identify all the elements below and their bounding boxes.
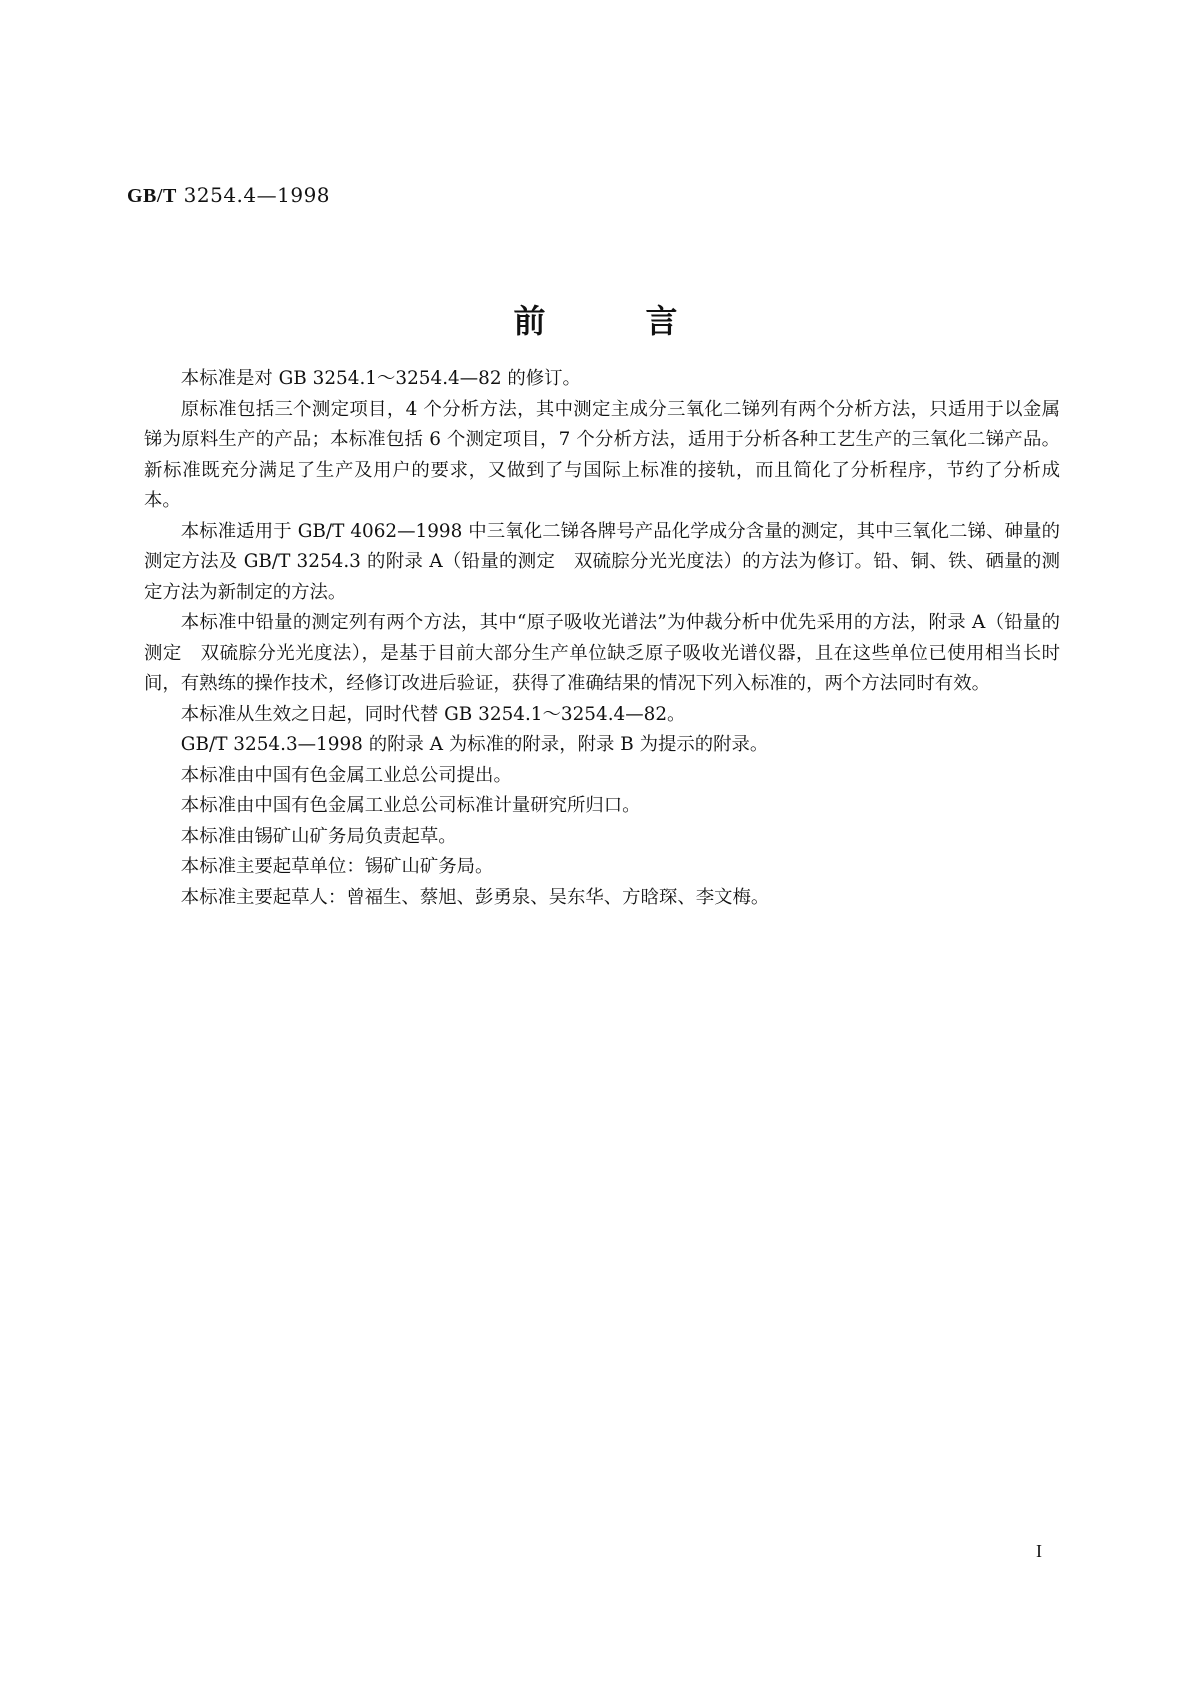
page-title: 前言 bbox=[513, 302, 778, 340]
paragraph-drafting-unit: 本标准主要起草单位：锡矿山矿务局。 bbox=[180, 856, 494, 877]
paragraph-drafters: 本标准主要起草人：曾福生、蔡旭、彭勇泉、吴东华、方晗琛、李文梅。 bbox=[180, 886, 770, 908]
paragraph-centralized-by: 本标准由中国有色金属工业总公司标准计量研究所归口。 bbox=[180, 795, 641, 816]
paragraph-revision: 本标准是对 GB 3254.1～3254.4—82 的修订。 bbox=[180, 368, 581, 389]
foreword-body bbox=[144, 364, 1060, 913]
paragraph-lead-methods: 本标准中铅量的测定列有两个方法，其中“原子吸收光谱法”为仲裁分析中优先采用的方法，附录 A（铅量的测定 双硫腙分光光度法），是基于目前大部分生产单位缺乏原子吸收光谱仪器，且在这些单位已使用相当长时间，有熟练的操作技术，经修订改进后验证，获得了准确结果的情况下列入标准的，两个方法同时有效。 bbox=[144, 612, 1060, 694]
paragraph-scope: 本标准适用于 GB/T 4062—1998 中三氧化二锑各牌号产品化学成分含量的测定，其中三氧化二锑、砷量的测定方法及 GB/T 3254.3 的附录 A（铅量的测定 双硫腙分光光度法）的方法为修订。铅、铜、铁、硒量的测定方法为新制定的方法。 bbox=[144, 520, 1060, 603]
standard-code bbox=[127, 183, 330, 208]
paragraph-original-standard: 原标准包括三个测定项目，4 个分析方法，其中测定主成分三氧化二锑列有两个分析方法，只适用于以金属锑为原料生产的产品；本标准包括 6 个测定项目，7 个分析方法，适用于分析各种工艺生产的三氧化二锑产品。新标准既充分满足了生产及用户的要求，又做到了与国际上标准的接轨，而且简化了分析程序，节约了分析成本。 bbox=[144, 398, 1060, 511]
paragraph-proposed-by: 本标准由中国有色金属工业总公司提出。 bbox=[180, 764, 512, 786]
paragraph-appendix: GB/T 3254.3—1998 的附录 A 为标准的附录，附录 B 为提示的附录。 bbox=[180, 734, 769, 755]
standard-code-prefix: GB/T bbox=[127, 185, 177, 207]
paragraph-drafted-by: 本标准由锡矿山矿务局负责起草。 bbox=[180, 825, 457, 847]
standard-code-number: 3254.4—1998 bbox=[183, 183, 331, 207]
paragraph-replacement: 本标准从生效之日起，同时代替 GB 3254.1～3254.4—82。 bbox=[180, 703, 686, 725]
page-number: I bbox=[1036, 1541, 1042, 1561]
